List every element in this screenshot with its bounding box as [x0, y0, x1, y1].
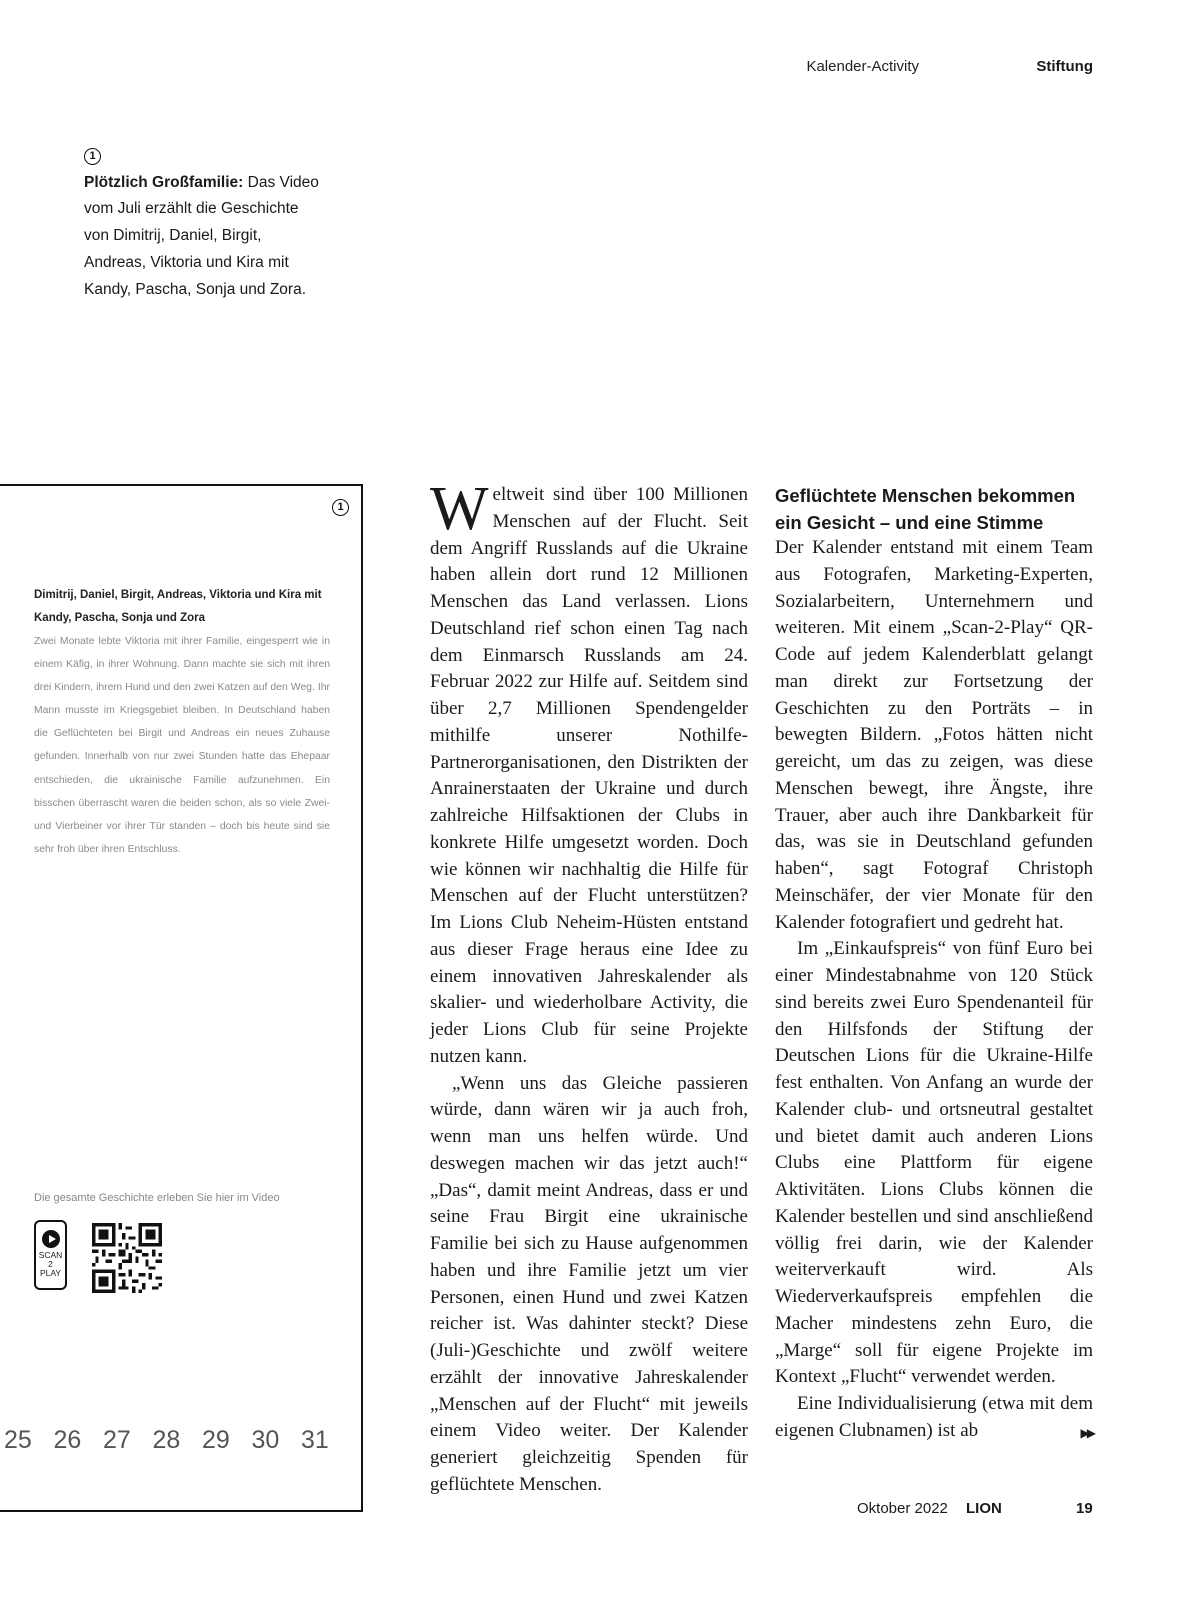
- article-paragraph-1: eltweit sind über 100 Millionen Menschen auf der Flucht. Seit dem Angriff Russlands auf die Ukraine haben allein dort rund 12 Millionen Menschen das Land verlassen. Lions Deutschland rief schon einen Tag nach dem Einmarsch Russlands am 24. Februar 2022 zur Hilfe auf. Seitdem sind über 2,7 Millionen Spendengelder mithilfe unserer Nothilfe-Partnerorganisationen, den Distrikten der Anrainerstaaten der Ukraine und durch zahlreiche Hilfsaktionen der Clubs in konkrete Hilfe umgesetzt worden. Doch wie können wir nachhaltig die Hilfe für Menschen auf der Flucht unterstützen? Im Lions Club Neheim-Hüsten entstand aus dieser Frage heraus eine Idee zu einem innovativen Jahreskalender als skalier- und wiederholbare Activity, die jeder Lions Club für seine Projekte nutzen kann.: [430, 484, 748, 1067]
- calendar-number-badge: 1: [332, 499, 349, 516]
- rubric-label: Kalender-Activity: [806, 58, 919, 75]
- calendar-day: 28: [152, 1426, 181, 1454]
- calendar-page: [0, 484, 363, 1512]
- section-label: Stiftung: [1036, 58, 1093, 75]
- video-hint: Die gesamte Geschichte erleben Sie hier im Video: [34, 1192, 280, 1204]
- scan-2-play-icon: [34, 1220, 67, 1290]
- continue-arrows-icon: ▶▶: [1080, 1425, 1093, 1440]
- scan-label-3: PLAY: [39, 1268, 62, 1278]
- calendar-story-text: Zwei Monate lebte Viktoria mit ihrer Familie, eingesperrt wie in einem Käfig, in ihrer Wohnung. Dann machte sie sich mit ihren drei Kindern, ihrem Hund und den zwei Katzen auf den Weg. Ihr Mann musste im Kriegsgebiet bleiben. In Deutschland haben die Geflüchteten bei Birgit und Andreas ein neues Zuhause gefunden. Innerhalb von nur zwei Stunden hatte das Ehepaar entschieden, die ukrainische Familie aufzunehmen. Ein bisschen überrascht waren die beiden schon, als so viele Zwei- und Vierbeiner vor ihrer Tür standen – doch bis heute sind sie sehr froh über ihren Entschluss.: [34, 636, 330, 855]
- page-number: 19: [1076, 1500, 1093, 1517]
- article-paragraph-5: Eine Individualisierung (etwa mit dem eigenen Clubnamen) ist ab: [775, 1393, 1093, 1441]
- calendar-days: [4, 1426, 351, 1455]
- article-column-1: [430, 475, 748, 1499]
- calendar-story-title: Dimitrij, Daniel, Birgit, Andreas, Viktoria und Kira mit Kandy, Pascha, Sonja und Zora: [34, 589, 322, 624]
- page-header: [806, 58, 1093, 75]
- play-icon: [42, 1230, 60, 1248]
- footer-issue: Oktober 2022: [857, 1500, 948, 1517]
- calendar-day: 27: [103, 1426, 131, 1454]
- scan-label-2: 2: [48, 1259, 53, 1269]
- calendar-day: 31: [301, 1426, 329, 1454]
- article-subheading: Geflüchtete Menschen bekommen ein Gesicht – und eine Stimme: [775, 485, 1076, 533]
- calendar-day: 26: [53, 1426, 82, 1454]
- qr-code[interactable]: [92, 1223, 162, 1293]
- caption-title: Plötzlich Großfamilie:: [84, 173, 244, 191]
- calendar-day: 29: [202, 1426, 230, 1454]
- scan-label-1: SCAN: [38, 1250, 63, 1260]
- article-paragraph-4: Im „Einkaufspreis“ von fünf Euro bei einer Mindestabnahme von 120 Stück sind bereits zwei Euro Spendenanteil für den Hilfsfonds der Stiftung der Deutschen Lions für die Ukraine-Hilfe fest enthalten. Von Anfang an wurde der Kalender club- und ortsneutral gestaltet und bietet damit auch anderen Lions Clubs eine Plattform für eigene Aktivitäten. Lions Clubs können die Kalender bestellen und sind anschließend völlig frei darin, wie der Kalender weiterverkauft wird. Als Wiederverkaufspreis empfehlen die Macher mindestens zehn Euro, die „Marge“ soll für eigene Projekte im Kontext „Flucht“ verwendet werden.: [775, 938, 1093, 1388]
- article-paragraph-3: Der Kalender entstand mit einem Team aus Fotografen, Marketing-Experten, Sozialarbeitern, Unternehmern und weiteren. Mit einem „Scan-2-Play“ QR-Code auf jedem Kalenderblatt gelangt man direkt zur Fortsetzung der Geschichten zu den Porträts – in bewegten Bildern. „Fotos hätten nicht gereicht, um das zu zeigen, was diese Menschen bewegt, ihre Ängste, ihre Trauer, aber auch ihre Dankbarkeit für das, was sie in Deutschland gefunden haben“, sagt Fotograf Christoph Meinschäfer, der vier Monate für den Kalender fotografiert und gedreht hat.: [775, 537, 1093, 933]
- caption-number-badge: 1: [84, 148, 101, 165]
- drop-cap: W: [430, 475, 489, 543]
- article-paragraph-2: „Wenn uns das Gleiche passieren würde, dann wären wir ja auch froh, wenn man uns helfen würde. Und deswegen machen wir das jetzt auch!“ „Das“, damit meint Andreas, dass er und seine Frau Birgit eine ukrainische Familie bei sich zu Hause aufgenommen haben und ihre Familie jetzt um vier Personen, einen Hund und zwei Katzen reicher ist. Was dahinter steckt? Diese (Juli-)Geschichte und zwölf weitere erzählt der innovative Jahreskalender „Menschen auf der Flucht“ mit jeweils einem Video weiter. Der Kalender generiert gleichzeitig Spenden für geflüchtete Menschen.: [430, 1072, 748, 1495]
- photo-caption: [84, 142, 324, 303]
- caption-text: Das Video vom Juli erzählt die Geschichte von Dimitrij, Daniel, Birgit, Andreas, Viktoria und Kira mit Kandy, Pascha, Sonja und Zora.: [84, 173, 319, 298]
- calendar-day: 25: [4, 1426, 32, 1454]
- calendar-day: 30: [251, 1426, 280, 1454]
- article-column-2: [775, 535, 1093, 1447]
- footer-magazine: LION: [966, 1500, 1002, 1517]
